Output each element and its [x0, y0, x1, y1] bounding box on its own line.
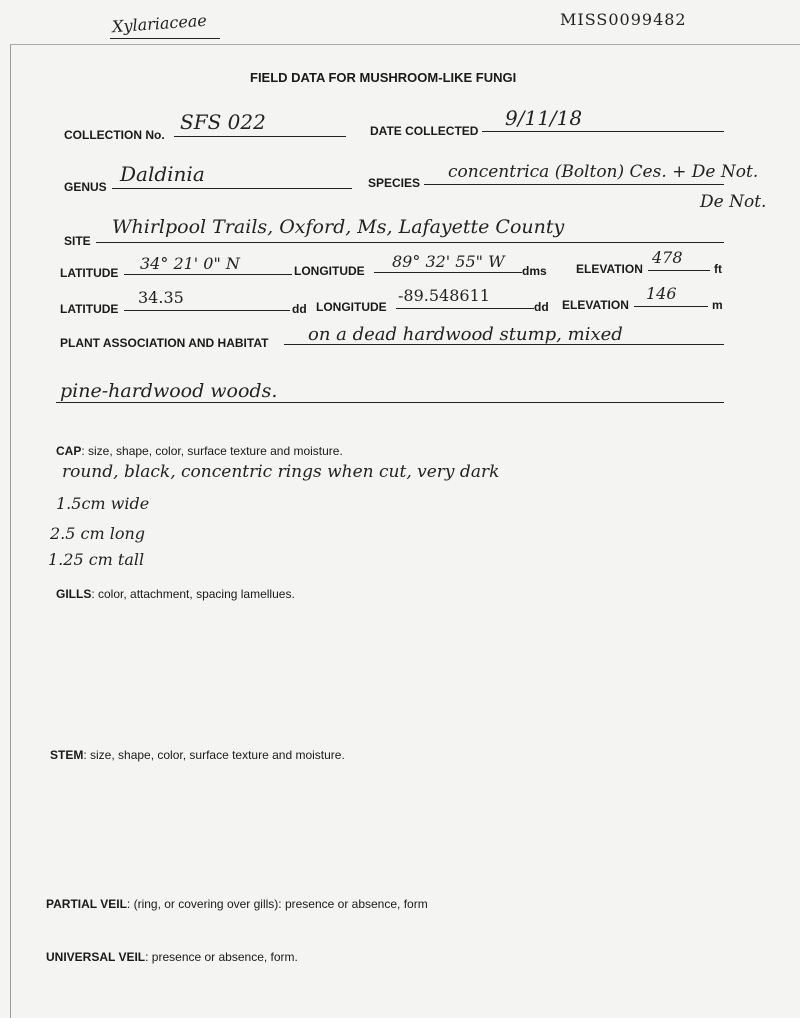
- site-line: [96, 242, 724, 243]
- genus-label: GENUS: [64, 180, 107, 194]
- cap-note-1: round, black, concentric rings when cut, very dark: [62, 462, 500, 482]
- cap-note-4: 1.25 cm tall: [48, 550, 145, 569]
- habitat-value-1: on a dead hardwood stump, mixed: [308, 324, 623, 345]
- cap-note-2: 1.5cm wide: [56, 494, 150, 513]
- habitat-value-2: pine-hardwood woods.: [60, 380, 278, 402]
- gills-heading: [56, 583, 295, 602]
- universal-veil-description: : presence or absence, form.: [145, 950, 298, 964]
- date-collected-value: 9/11/18: [505, 106, 583, 130]
- species-value: concentrica (Bolton) Ces. + De Not.: [448, 162, 759, 182]
- site-label: SITE: [64, 234, 91, 248]
- partial-veil-heading: [46, 893, 428, 912]
- habitat-line-2: [56, 402, 724, 403]
- species-value-continued: De Not.: [700, 192, 767, 212]
- longitude-dd-value: -89.548611: [398, 286, 490, 305]
- habitat-label: PLANT ASSOCIATION AND HABITAT: [60, 336, 269, 350]
- dms-label: dms: [522, 264, 547, 278]
- ft-label: ft: [714, 262, 722, 276]
- latitude-dd-value: 34.35: [138, 288, 184, 307]
- family-handwritten: Xylariaceae: [111, 10, 208, 37]
- form-title: FIELD DATA FOR MUSHROOM-LIKE FUNGI: [250, 70, 517, 85]
- longitude-dd-line: [396, 308, 534, 309]
- family-underline: [110, 38, 220, 39]
- collection-no-value: SFS 022: [180, 110, 266, 134]
- partial-veil-label: PARTIAL VEIL: [46, 897, 127, 911]
- elevation-m-line: [634, 306, 708, 307]
- site-value: Whirlpool Trails, Oxford, Ms, Lafayette County: [112, 216, 565, 238]
- cap-heading: [56, 440, 343, 459]
- stem-label: STEM: [50, 748, 84, 762]
- species-line: [424, 184, 724, 185]
- m-label: m: [712, 298, 723, 312]
- genus-line: [112, 188, 352, 189]
- longitude-dd-label: LONGITUDE: [316, 300, 387, 314]
- universal-veil-heading: [46, 946, 298, 965]
- sheet-left-border: [10, 44, 11, 1018]
- gills-description: : color, attachment, spacing lamellues.: [91, 587, 295, 601]
- species-label: SPECIES: [368, 176, 421, 190]
- stem-description: : size, shape, color, surface texture and moisture.: [83, 748, 345, 762]
- collection-no-line: [174, 136, 346, 137]
- elevation-ft-label: ELEVATION: [576, 262, 643, 276]
- longitude-dms-line: [374, 272, 522, 273]
- stem-heading: [50, 744, 345, 763]
- latitude-dd-unit: dd: [292, 302, 307, 316]
- cap-label: CAP: [56, 444, 82, 458]
- longitude-dd-unit: dd: [534, 300, 549, 314]
- elevation-ft-value: 478: [652, 248, 683, 267]
- cap-note-3: 2.5 cm long: [50, 524, 146, 543]
- latitude-dms-value: 34° 21' 0" N: [140, 254, 240, 273]
- latitude-dms-line: [124, 274, 292, 275]
- longitude-dms-value: 89° 32' 55" W: [392, 252, 505, 271]
- genus-value: Daldinia: [120, 162, 205, 186]
- gills-label: GILLS: [56, 587, 92, 601]
- latitude-dd-label: LATITUDE: [60, 302, 119, 316]
- date-collected-label: DATE COLLECTED: [370, 124, 479, 138]
- elevation-m-label: ELEVATION: [562, 298, 629, 312]
- cap-description: : size, shape, color, surface texture and moisture.: [81, 444, 343, 458]
- universal-veil-label: UNIVERSAL VEIL: [46, 950, 146, 964]
- elevation-ft-line: [648, 270, 710, 271]
- longitude-dms-label: LONGITUDE: [294, 264, 365, 278]
- latitude-dms-label: LATITUDE: [60, 266, 119, 280]
- collection-no-label: COLLECTION No.: [64, 128, 165, 142]
- sheet-top-border: [10, 44, 800, 45]
- elevation-m-value: 146: [646, 284, 677, 303]
- latitude-dd-line: [124, 310, 290, 311]
- catalog-number: MISS0099482: [560, 10, 687, 29]
- date-collected-line: [482, 131, 724, 132]
- partial-veil-description: : (ring, or covering over gills): presence or absence, form: [126, 897, 428, 911]
